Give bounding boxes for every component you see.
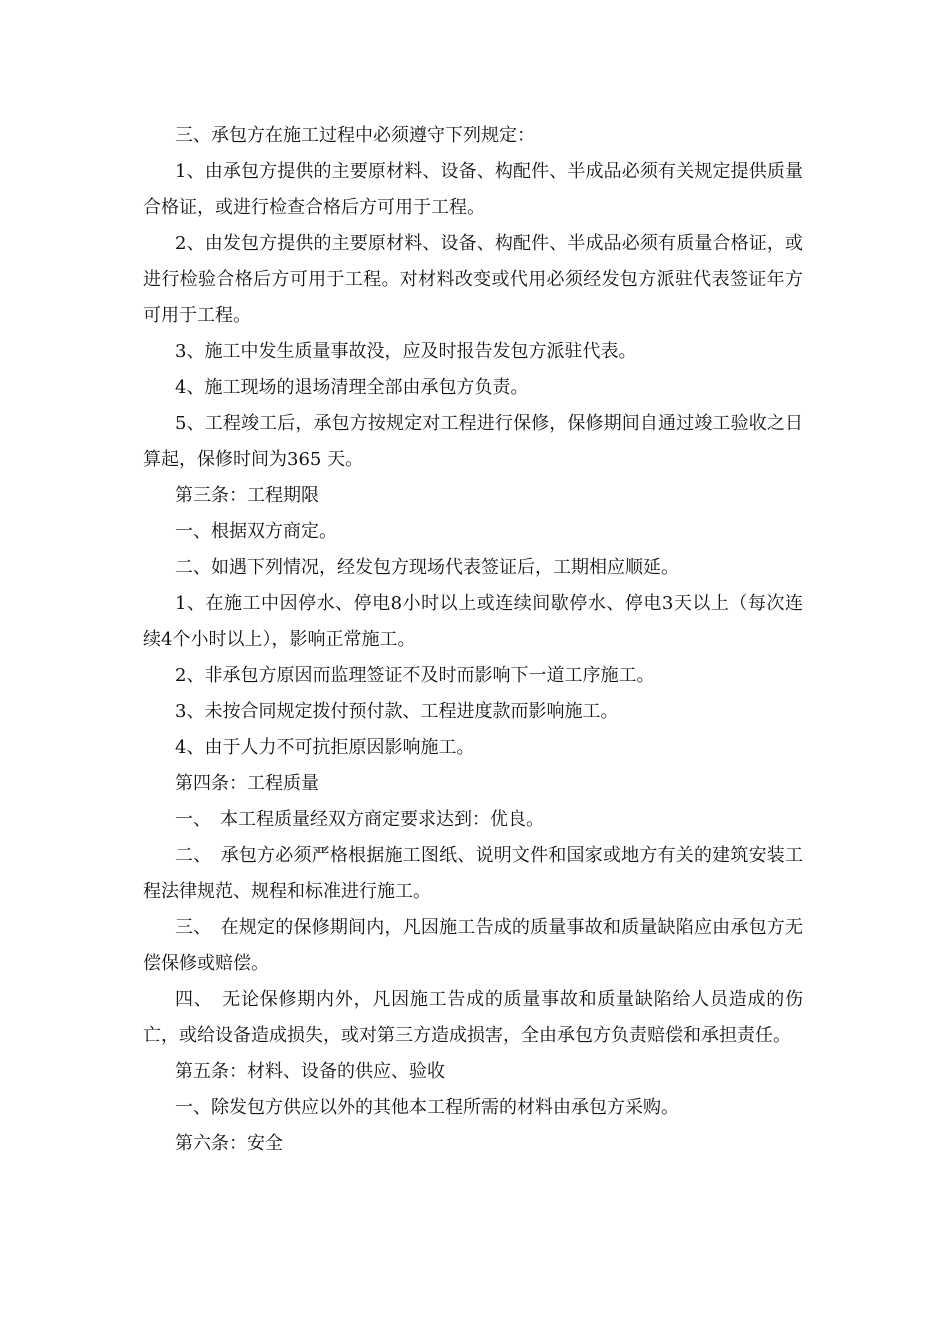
paragraph: 1、由承包方提供的主要原材料、设备、构配件、半成品必须有关规定提供质量合格证，或进行检查合格后方可用于工程。 [143,161,803,218]
paragraph: 1、在施工中因停水、停电8小时以上或连续间歇停水、停电3天以上（每次连续4个小时以上），影响正常施工。 [143,593,803,650]
paragraph: 4、由于人力不可抗拒原因影响施工。 [175,737,475,758]
paragraph: 3、未按合同规定拨付预付款、工程进度款而影响施工。 [175,701,619,722]
paragraph: 三、 在规定的保修期间内，凡因施工告成的质量事故和质量缺陷应由承包方无偿保修或赔偿。 [143,917,803,974]
paragraph: 二、如遇下列情况，经发包方现场代表签证后，工期相应顺延。 [175,557,679,578]
paragraph: 二、 承包方必须严格根据施工图纸、说明文件和国家或地方有关的建筑安装工程法律规范、规程和标准进行施工。 [143,845,803,902]
paragraph: 2、由发包方提供的主要原材料、设备、构配件、半成品必须有质量合格证，或进行检验合格后方可用于工程。对材料改变或代用必须经发包方派驻代表签证年方可用于工程。 [143,233,803,326]
paragraph: 一、 本工程质量经双方商定要求达到：优良。 [175,809,544,830]
paragraph: 四、 无论保修期内外，凡因施工告成的质量事故和质量缺陷给人员造成的伤亡，或给设备造成损失，或对第三方造成损害，全由承包方负责赔偿和承担责任。 [143,989,803,1046]
paragraph: 2、非承包方原因而监理签证不及时而影响下一道工序施工。 [175,665,655,686]
paragraph: 一、根据双方商定。 [175,521,337,542]
document-body [143,118,803,1162]
section-heading: 第四条：工程质量 [175,773,319,794]
paragraph: 3、施工中发生质量事故没，应及时报告发包方派驻代表。 [175,341,637,362]
section-heading: 第六条：安全 [175,1133,283,1154]
paragraph: 一、除发包方供应以外的其他本工程所需的材料由承包方采购。 [175,1097,679,1118]
paragraph: 5、工程竣工后，承包方按规定对工程进行保修，保修期间自通过竣工验收之日算起，保修时间为365 天。 [143,413,803,470]
section-heading: 第三条：工程期限 [175,485,319,506]
section-heading: 第五条：材料、设备的供应、验收 [175,1061,445,1082]
paragraph: 4、施工现场的退场清理全部由承包方负责。 [175,377,529,398]
paragraph: 三、承包方在施工过程中必须遵守下列规定： [175,125,535,146]
